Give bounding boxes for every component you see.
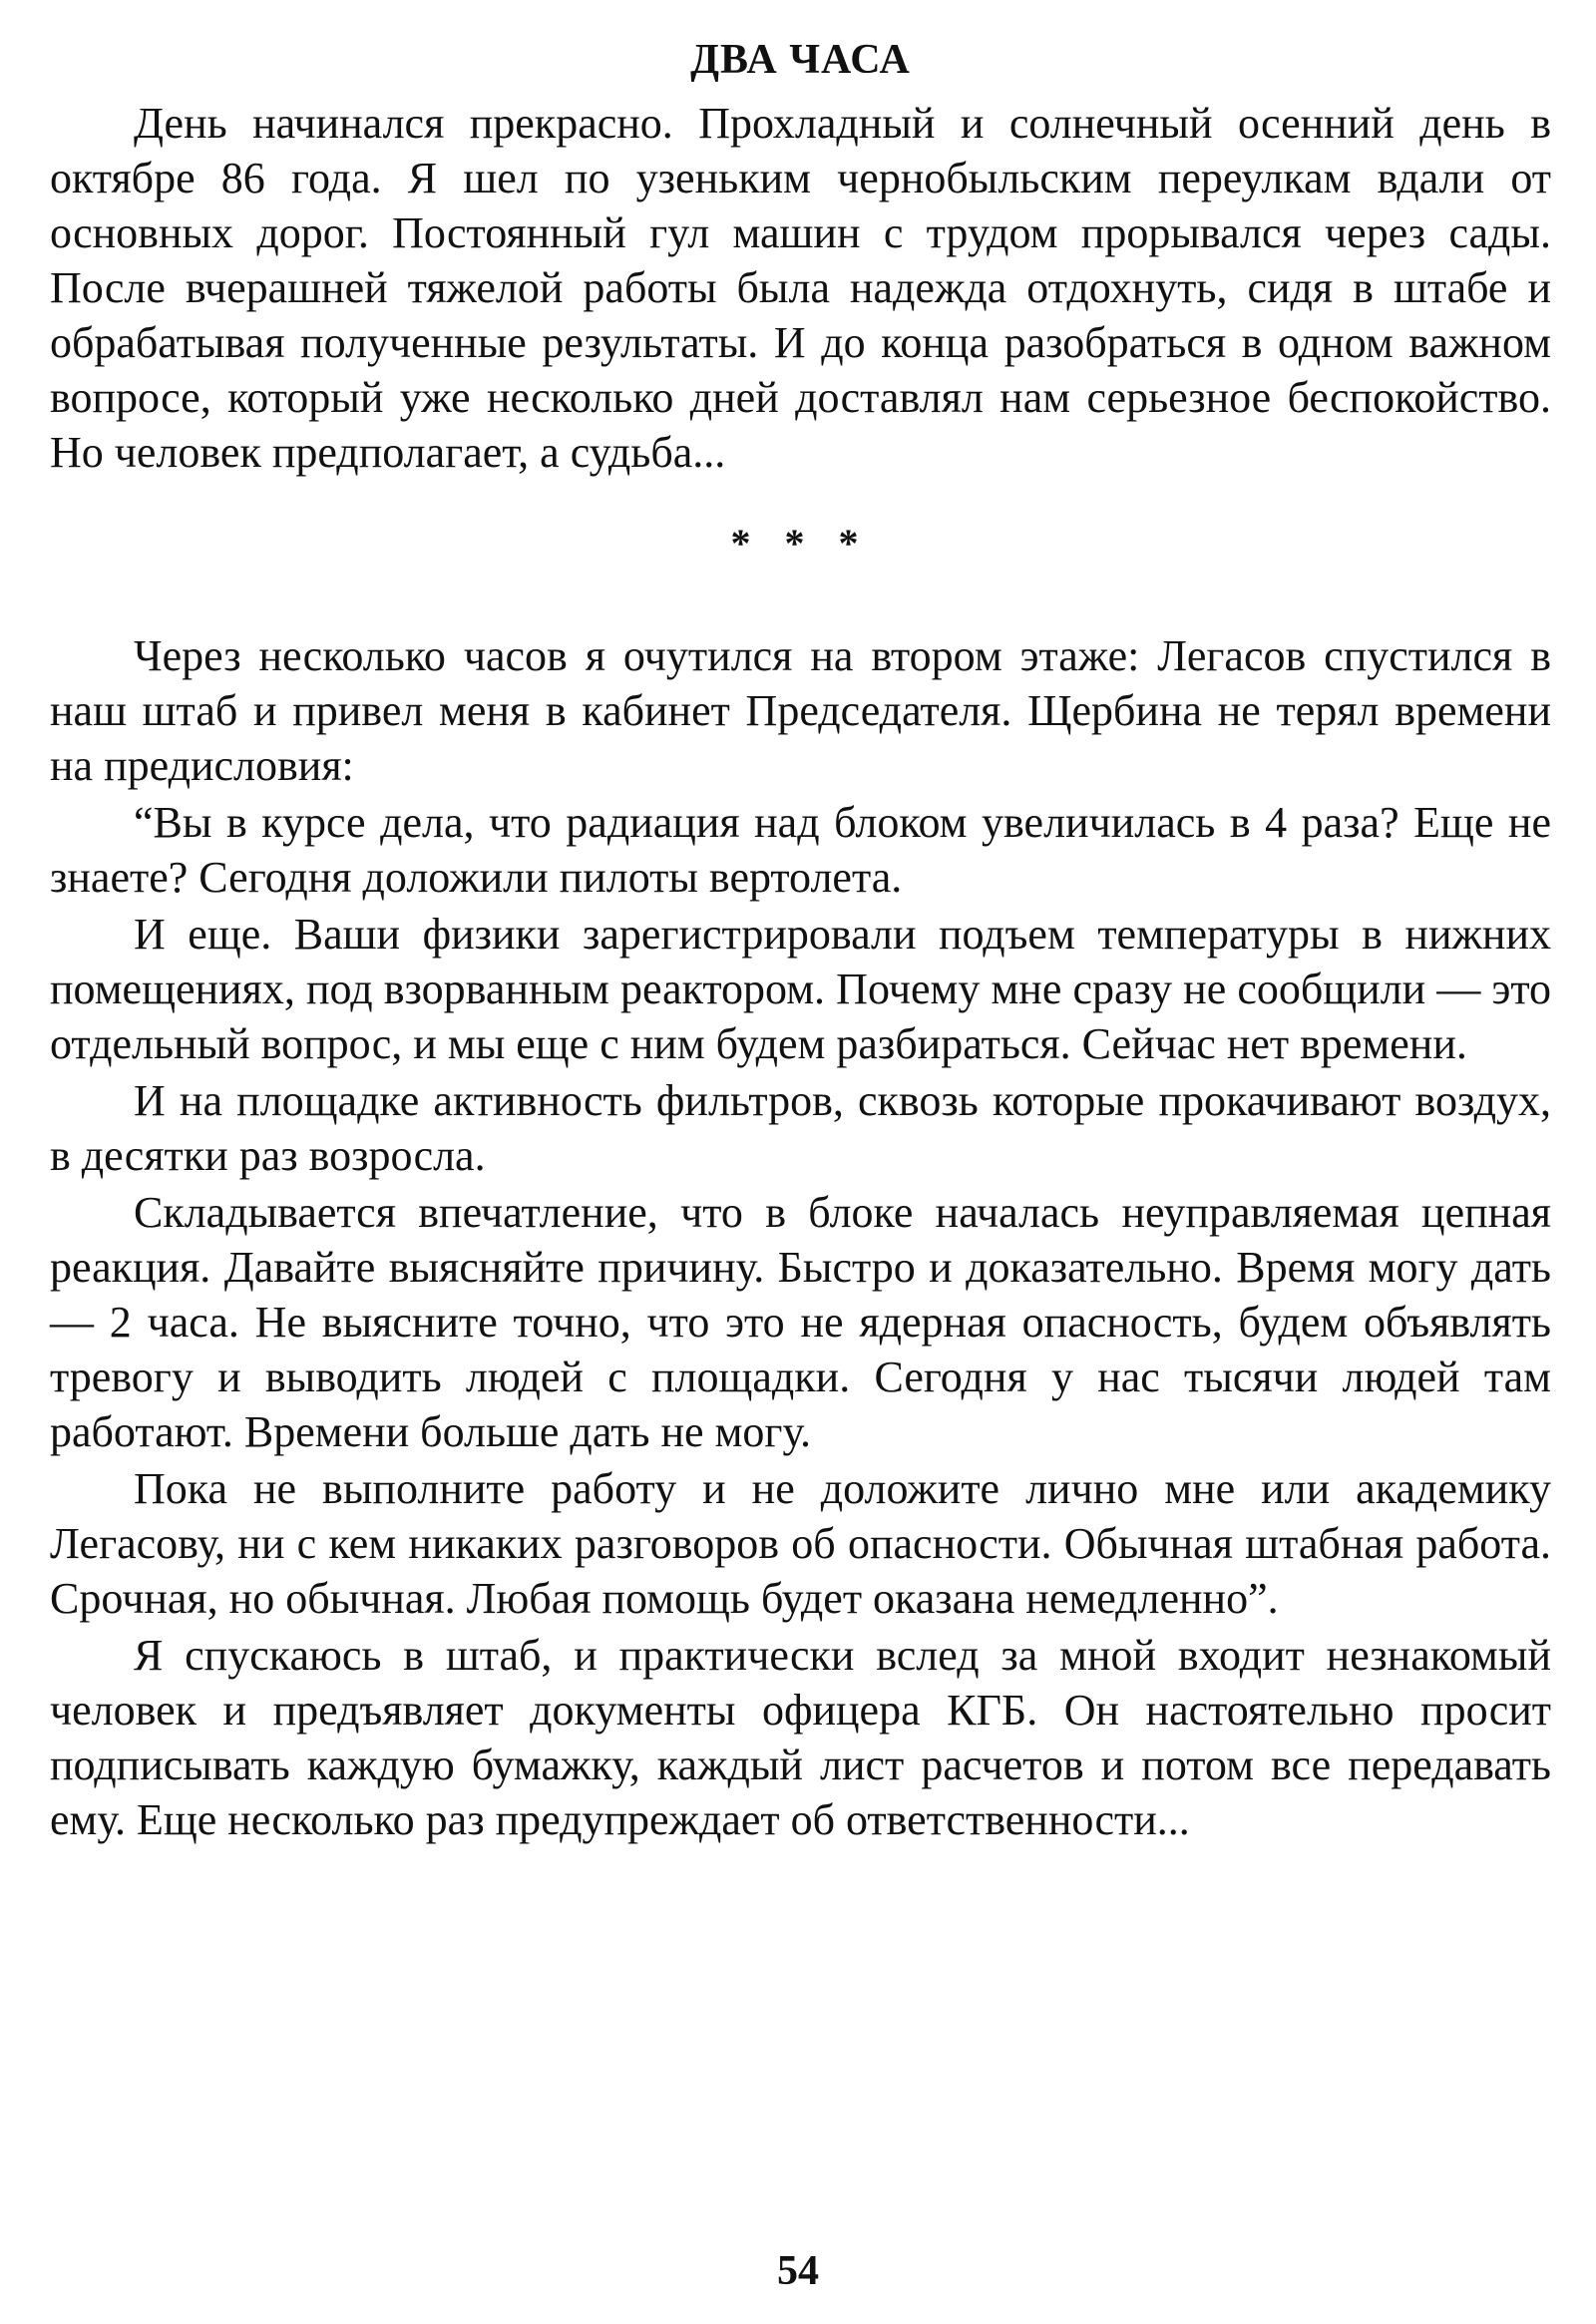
paragraph: Складывается впечатление, что в блоке началась неуправляемая цепная реакция. Давайте выясняйте причину. Быстро и доказательно. Время могу дать — 2 часа. Не выясните точно, что это не ядерная опасность, будем объявлять тревогу и выводить людей с площадки. Сегодня у нас тысячи людей там работают. Времени больше дать не могу.	[50, 1188, 1551, 1456]
paragraph: Через несколько часов я очутился на втором этаже: Легасов спустился в наш штаб и привел меня в кабинет Председателя. Щербина не терял времени на предисловия:	[50, 631, 1551, 790]
paragraph: Я спускаюсь в штаб, и практически вслед за мной входит незнакомый человек и предъявляет документы офицера КГБ. Он настоятельно просит подписывать каждую бумажку, каждый лист расчетов и потом все передавать ему. Еще несколько раз предупреждает об ответственности...	[50, 1631, 1551, 1844]
page-number: 54	[777, 2248, 819, 2294]
paragraph: И на площадке активность фильтров, сквозь которые прокачивают воздух, в десятки раз возросла.	[50, 1076, 1551, 1180]
page	[50, 30, 1551, 1847]
paragraph: Пока не выполните работу и не доложите лично мне или академику Легасову, ни с кем никаких разговоров об опасности. Обычная штабная работа. Срочная, но обычная. Любая помощь будет оказана немедленно”.	[50, 1464, 1551, 1623]
paragraph: И еще. Ваши физики зарегистрировали подъем температуры в нижних помещениях, под взорванным реактором. Почему мне сразу не сообщили — это отдельный вопрос, и мы еще с ним будем разбираться. Сейчас нет времени.	[50, 910, 1551, 1068]
intro-paragraph: День начинался прекрасно. Прохладный и солнечный осенний день в октябре 86 года. Я шел по узеньким чернобыльским переулкам вдали от основных дорог. Постоянный гул машин с трудом прорывался через сады. После вчерашней тяжелой работы была надежда отдохнуть, сидя в штабе и обрабатывая полученные результаты. И до конца разобраться в одном важном вопросе, который уже несколько дней доставлял нам серьезное беспокойство. Но человек предполагает, а судьба...	[50, 99, 1551, 477]
section-separator: * * *	[730, 521, 871, 566]
paragraph: “Вы в курсе дела, что радиация над блоком увеличилась в 4 раза? Еще не знаете? Сегодня доложили пилоты вертолета.	[50, 798, 1551, 902]
chapter-title: ДВА ЧАСА	[690, 37, 911, 83]
